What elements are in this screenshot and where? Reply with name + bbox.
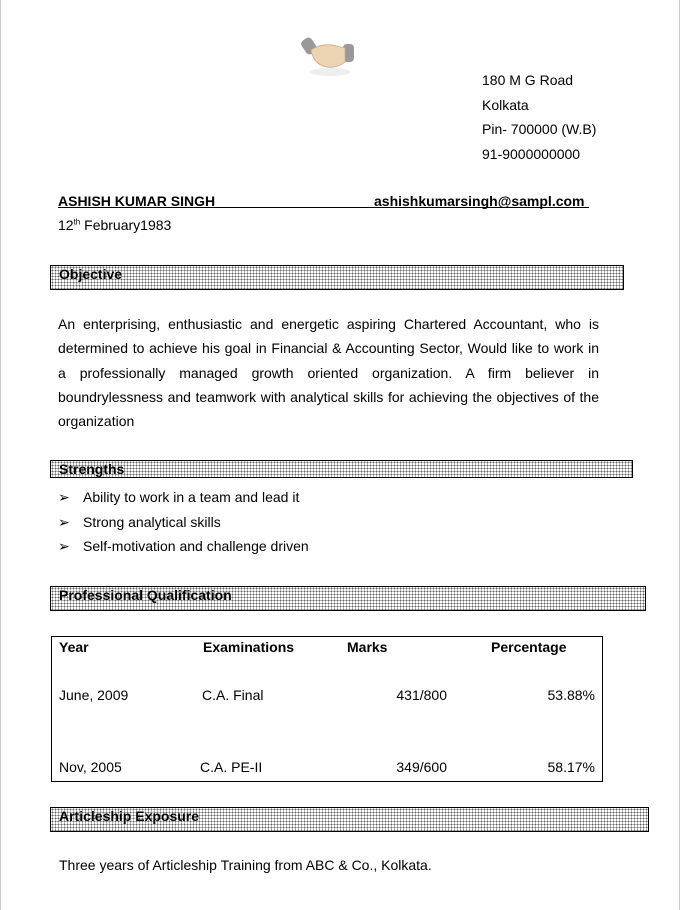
section-title: Articleship Exposure (59, 808, 200, 824)
cell-year: June, 2009 (59, 687, 129, 703)
arrow-bullet-icon: ➢ (58, 538, 70, 554)
section-header-strengths (50, 460, 633, 478)
list-item (58, 489, 309, 514)
dob-suffix: th (73, 217, 81, 227)
column-header: Percentage (491, 639, 567, 655)
section-header-objective (50, 265, 624, 290)
cell-percentage: 58.17% (547, 759, 595, 775)
section-title: Objective (59, 266, 123, 282)
qualification-table (51, 636, 603, 782)
column-header: Marks (347, 639, 388, 655)
section-header-qualification (50, 586, 646, 611)
arrow-bullet-icon: ➢ (58, 513, 70, 530)
column-header: Examinations (203, 639, 295, 655)
cell-year: Nov, 2005 (59, 759, 122, 775)
cell-marks: 431/800 (396, 687, 447, 703)
strength-text: Self-motivation and challenge driven (83, 538, 309, 554)
cell-percentage: 53.88% (547, 687, 595, 703)
cell-exam: C.A. Final (202, 687, 264, 703)
candidate-name: ASHISH KUMAR SINGH (58, 193, 216, 209)
strengths-list (58, 489, 309, 563)
section-title: Strengths (59, 461, 125, 477)
address-pin: Pin- 700000 (W.B) (482, 121, 597, 137)
cell-marks: 349/600 (396, 759, 447, 775)
column-header: Year (59, 639, 89, 655)
address-phone: 91-9000000000 (482, 145, 581, 162)
arrow-bullet-icon: ➢ (58, 489, 70, 505)
section-header-articleship (50, 807, 649, 832)
date-of-birth (58, 217, 171, 233)
strength-text: Ability to work in a team and lead it (83, 489, 300, 505)
dob-day: 12 (58, 217, 74, 233)
objective-text: An enterprising, enthusiastic and energetic aspiring Chartered Accountant, who is determined to achieve his goal in Financial & Accounting Sector, Would like to work in a professionally managed growth oriented organization. A firm believer in boundrylessness and teamwork with analytical skills for achieving the objectives of the organization (58, 316, 599, 430)
address-city: Kolkata (482, 96, 529, 113)
handshake-icon (301, 32, 359, 78)
address-street: 180 M G Road (482, 72, 574, 88)
articleship-text: Three years of Articleship Training from ABC & Co., Kolkata. (59, 857, 432, 873)
strength-text: Strong analytical skills (83, 513, 221, 530)
section-title: Professional Qualification (59, 587, 232, 603)
dob-rest: February1983 (80, 217, 172, 233)
cell-exam: C.A. PE-II (200, 759, 263, 775)
list-item (58, 538, 309, 563)
address-block (482, 72, 596, 170)
email-link[interactable]: ashishkumarsingh@sampl.com (374, 193, 585, 209)
list-item (58, 514, 309, 539)
